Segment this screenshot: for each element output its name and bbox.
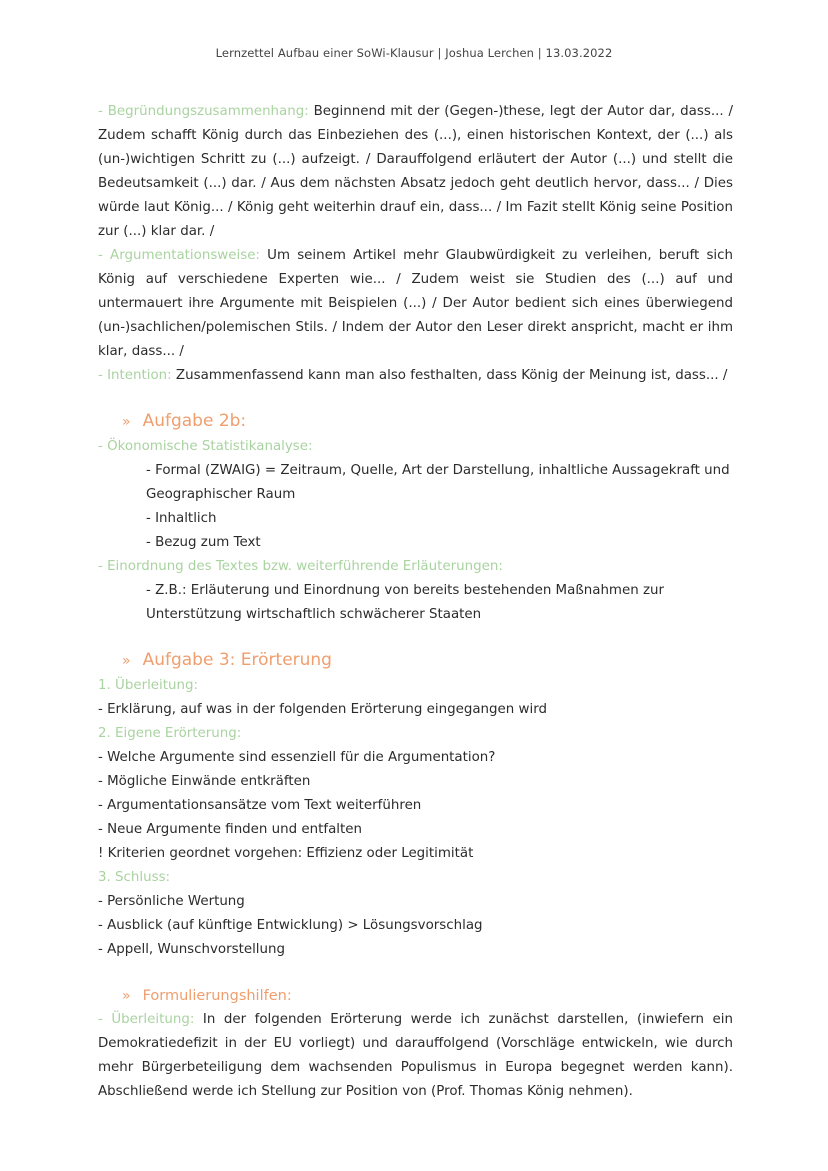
argumentation-paragraph [98, 244, 733, 364]
page-content [98, 100, 733, 1104]
argumentation-label: - Argumentationsweise: [98, 248, 260, 263]
list-item: - Inhaltlich [146, 511, 217, 526]
eigene-eroerterung-subheading: 2. Eigene Erörterung: [98, 726, 242, 741]
einordnung-subheading: - Einordnung des Textes bzw. weiterführende Erläuterungen: [98, 559, 503, 574]
formulierung-text: In der folgenden Erörterung werde ich zunächst darstellen, (inwiefern ein Demokratiedefizit in der EU vorliegt) und darauffolgend (Vorschläge entwickeln, wie durch mehr Bürgerbeteiligung dem wachsenden Populismus in Europa begegnet werden kann). Abschließend werde ich Stellung zur Position von (Prof. Thomas König nehmen). [98, 1012, 733, 1099]
aufgabe-2b-heading [98, 408, 733, 435]
chevron-right-icon: » [122, 414, 131, 430]
chevron-right-icon: » [122, 653, 131, 669]
list-item: - Argumentationsansätze vom Text weiterführen [98, 798, 422, 813]
chevron-right-icon: » [122, 988, 131, 1004]
list-item: ! Kriterien geordnet vorgehen: Effizienz oder Legitimität [98, 846, 474, 861]
statistikanalyse-subheading: - Ökonomische Statistikanalyse: [98, 439, 313, 454]
begruendung-paragraph [98, 100, 733, 244]
formulierung-label: - Überleitung: [98, 1012, 195, 1027]
formulierungshilfen-heading [98, 984, 733, 1008]
list-item: - Appell, Wunschvorstellung [98, 942, 286, 957]
begruendung-label: - Begründungszusammenhang: [98, 104, 309, 119]
aufgabe-3-heading [98, 647, 733, 674]
intention-paragraph [98, 364, 733, 388]
intention-label: - Intention: [98, 368, 172, 383]
intention-text: Zusammenfassend kann man also festhalten, dass König der Meinung ist, dass... / [171, 368, 728, 383]
list-item: - Z.B.: Erläuterung und Einordnung von bereits bestehenden Maßnahmen zur Unterstützung wirtschaftlich schwächerer Staaten [146, 583, 664, 622]
list-item: - Erklärung, auf was in der folgenden Erörterung eingegangen wird [98, 702, 547, 717]
schluss-subheading: 3. Schluss: [98, 870, 171, 885]
list-item: - Bezug zum Text [146, 535, 261, 550]
formulierung-paragraph [98, 1008, 733, 1104]
list-item: - Neue Argumente finden und entfalten [98, 822, 362, 837]
list-item: - Ausblick (auf künftige Entwicklung) > Lösungsvorschlag [98, 918, 483, 933]
aufgabe-3-title: Aufgabe 3: Erörterung [142, 650, 332, 670]
argumentation-text: Um seinem Artikel mehr Glaubwürdigkeit zu verleihen, beruft sich König auf verschiedene Experten wie... / Zudem weist sie Studien des (...) auf und untermauert ihre Argumente mit Beispielen (...) / Der Autor bedient sich eines überwiegend (un-)sachlichen/polemischen Stils. / Indem der Autor den Leser direkt anspricht, macht er ihm klar, dass... / [98, 248, 734, 359]
list-item: - Mögliche Einwände entkräften [98, 774, 311, 789]
formulierungshilfen-title: Formulierungshilfen: [142, 988, 292, 1004]
ueberleitung-subheading: 1. Überleitung: [98, 678, 198, 693]
list-item: - Persönliche Wertung [98, 894, 245, 909]
begruendung-text: Beginnend mit der (Gegen-)these, legt der Autor dar, dass... / Zudem schafft König durch das Einbeziehen des (...), einen historischen Kontext, der (...) als (un-)wichtigen Schritt zu (...) aufzeigt. / Darauffolgend erläutert der Autor (...) und stellt die Bedeutsamkeit (...) dar. / Aus dem nächsten Absatz jedoch geht deutlich hervor, dass... / Dies würde laut König... / König geht weiterhin drauf ein, dass... / Im Fazit stellt König seine Position zur (...) klar dar. / [98, 104, 733, 239]
page-header: Lernzettel Aufbau einer SoWi-Klausur | Joshua Lerchen | 13.03.2022 [215, 46, 613, 60]
list-item: - Welche Argumente sind essenziell für die Argumentation? [98, 750, 496, 765]
aufgabe-2b-title: Aufgabe 2b: [142, 411, 247, 431]
list-item: - Formal (ZWAIG) = Zeitraum, Quelle, Art der Darstellung, inhaltliche Aussagekraft und Geographischer Raum [146, 463, 730, 502]
